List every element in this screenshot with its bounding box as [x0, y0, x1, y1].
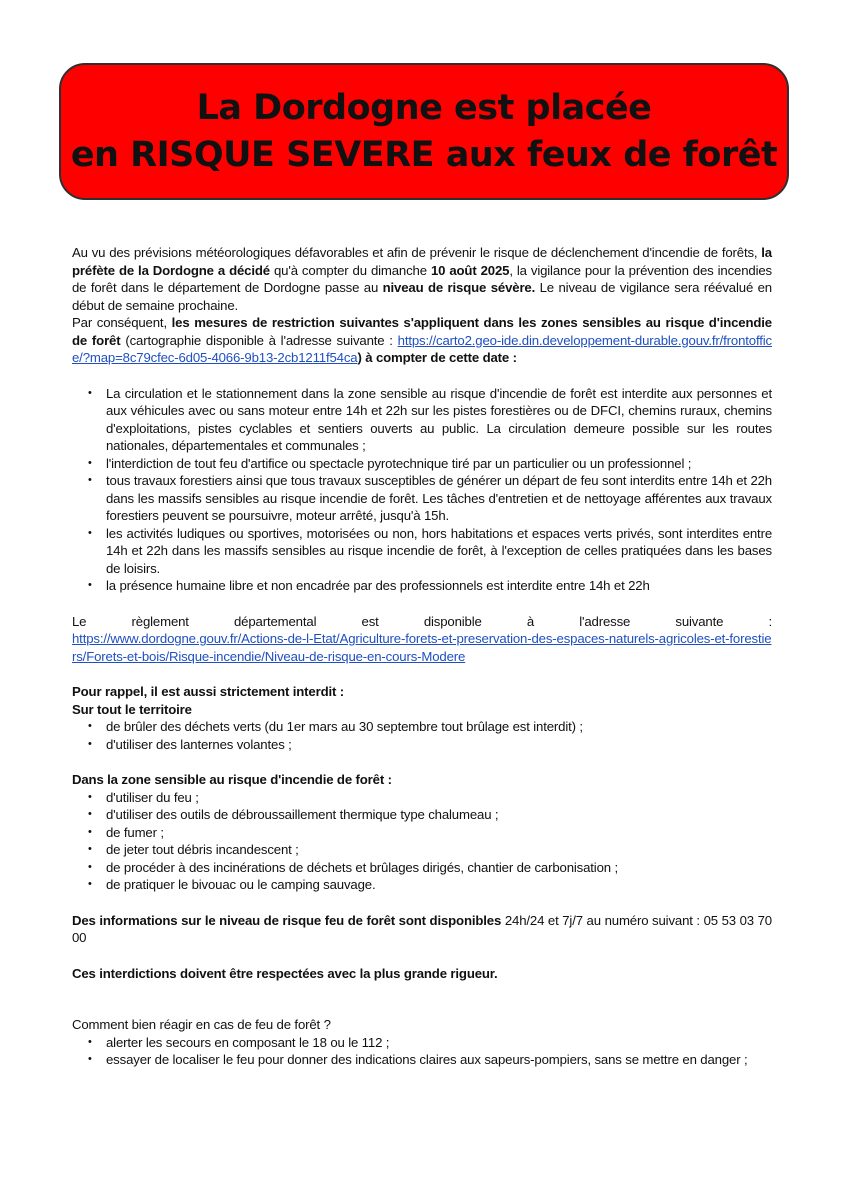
list-item: • d'utiliser des outils de débroussaillement thermique type chalumeau ; — [106, 806, 772, 824]
zone-list — [72, 789, 772, 894]
reglement-link[interactable]: https://www.dordogne.gouv.fr/Actions-de-l-Etat/Agriculture-forets-et-preservation-des-espaces-naturels-agricoles-et-forestiers/Forets-et-bois/Risque-incendie/Niveau-de-risque-en-cours-Modere — [72, 631, 772, 664]
list-item: • de brûler des déchets verts (du 1er mars au 30 septembre tout brûlage est interdit) ; — [106, 718, 772, 736]
list-item: • de fumer ; — [106, 824, 772, 842]
banner-line-1: La Dordogne est placée — [196, 87, 652, 128]
list-item: • de jeter tout débris incandescent ; — [106, 841, 772, 859]
list-item: • de pratiquer le bivouac ou le camping sauvage. — [106, 876, 772, 894]
banner-line-2: en RISQUE SEVERE aux feux de forêt — [70, 134, 778, 175]
intro-paragraph: Au vu des prévisions météorologiques défavorables et afin de prévenir le risque de déclenchement d'incendie de forêts, la préfète de la Dordogne a décidé qu'à compter du dimanche 10 août 2025, la vigilance pour la prévention des incendies de forêt dans le département de Dordogne passe au niveau de risque sévère. Le niveau de vigilance sera réévalué en début de semaine prochaine. — [72, 245, 772, 313]
list-item: • de procéder à des incinérations de déchets et brûlages dirigés, chantier de carbonisation ; — [106, 859, 772, 877]
info-paragraph: Des informations sur le niveau de risque feu de forêt sont disponibles 24h/24 et 7j/7 au numéro suivant : 05 53 03 70 00 — [72, 912, 772, 945]
react-list — [72, 1034, 772, 1069]
list-item: • tous travaux forestiers ainsi que tous travaux susceptibles de générer un départ de feu sont interdits entre 14h et 22h dans les massifs sensibles au risque incendie de forêt. Les tâches d'entretien et de nettoyage afférentes aux travaux forestiers peuvent se poursuivre, moteur arrêté, jusqu'à 15h. — [106, 472, 772, 525]
list-item: • d'utiliser du feu ; — [106, 789, 772, 807]
respect-paragraph: Ces interdictions doivent être respectées avec la plus grande rigueur. — [72, 965, 498, 981]
measures-list — [72, 385, 772, 595]
list-item: • essayer de localiser le feu pour donner des indications claires aux sapeurs-pompiers, sans se mettre en danger ; — [106, 1051, 772, 1069]
list-item: • les activités ludiques ou sportives, motorisées ou non, hors habitations et espaces verts privés, sont interdites entre 14h et 22h dans les massifs sensibles au risque incendie de forêt, à l'exception de celles pratiquées dans les bases de loisirs. — [106, 525, 772, 578]
zone-title: Dans la zone sensible au risque d'incendie de forêt : — [72, 772, 392, 787]
list-item: • La circulation et le stationnement dans la zone sensible au risque d'incendie de forêt est interdite aux personnes et aux véhicules avec ou sans moteur entre 14h et 22h sur les pistes forestières ou de DFCI, chemins ruraux, chemins d'exploitations, pistes cyclables et sentiers ouverts au public. La circulation demeure possible sur les routes nationales, départementales et communales ; — [106, 385, 772, 455]
list-item: • d'utiliser des lanternes volantes ; — [106, 736, 772, 754]
document-body — [72, 244, 772, 1069]
list-item: • alerter les secours en composant le 18 ou le 112 ; — [106, 1034, 772, 1052]
list-item: • la présence humaine libre et non encadrée par des professionnels est interdite entre 14h et 22h — [106, 577, 772, 595]
rappel-subtitle: Sur tout le territoire — [72, 701, 192, 717]
consequence-paragraph: Par conséquent, les mesures de restriction suivantes s'appliquent dans les zones sensibles au risque d'incendie de forêt (cartographie disponible à l'adresse suivante : https://carto2.geo-ide.din.developpement-durable.gouv.fr/frontoffice/?map=8c79cfec-6d05-4066-9b13-2cb1211f54ca) à compter de cette date : — [72, 315, 772, 365]
list-item: • l'interdiction de tout feu d'artifice ou spectacle pyrotechnique tiré par un particulier ou un professionnel ; — [106, 455, 772, 473]
alert-banner — [59, 63, 789, 200]
cartography-link[interactable]: https://carto2.geo-ide.din.developpement-durable.gouv.fr/frontoffice/?map=8c79cfec-6d05-4066-9b13-2cb1211f54ca — [72, 332, 772, 365]
rappel-title: Pour rappel, il est aussi strictement interdit : — [72, 684, 345, 699]
react-title: Comment bien réagir en cas de feu de forêt ? — [72, 1017, 331, 1032]
reglement-text: Le règlement départemental est disponible à l'adresse suivante : — [72, 613, 772, 629]
rappel-list — [72, 718, 772, 753]
